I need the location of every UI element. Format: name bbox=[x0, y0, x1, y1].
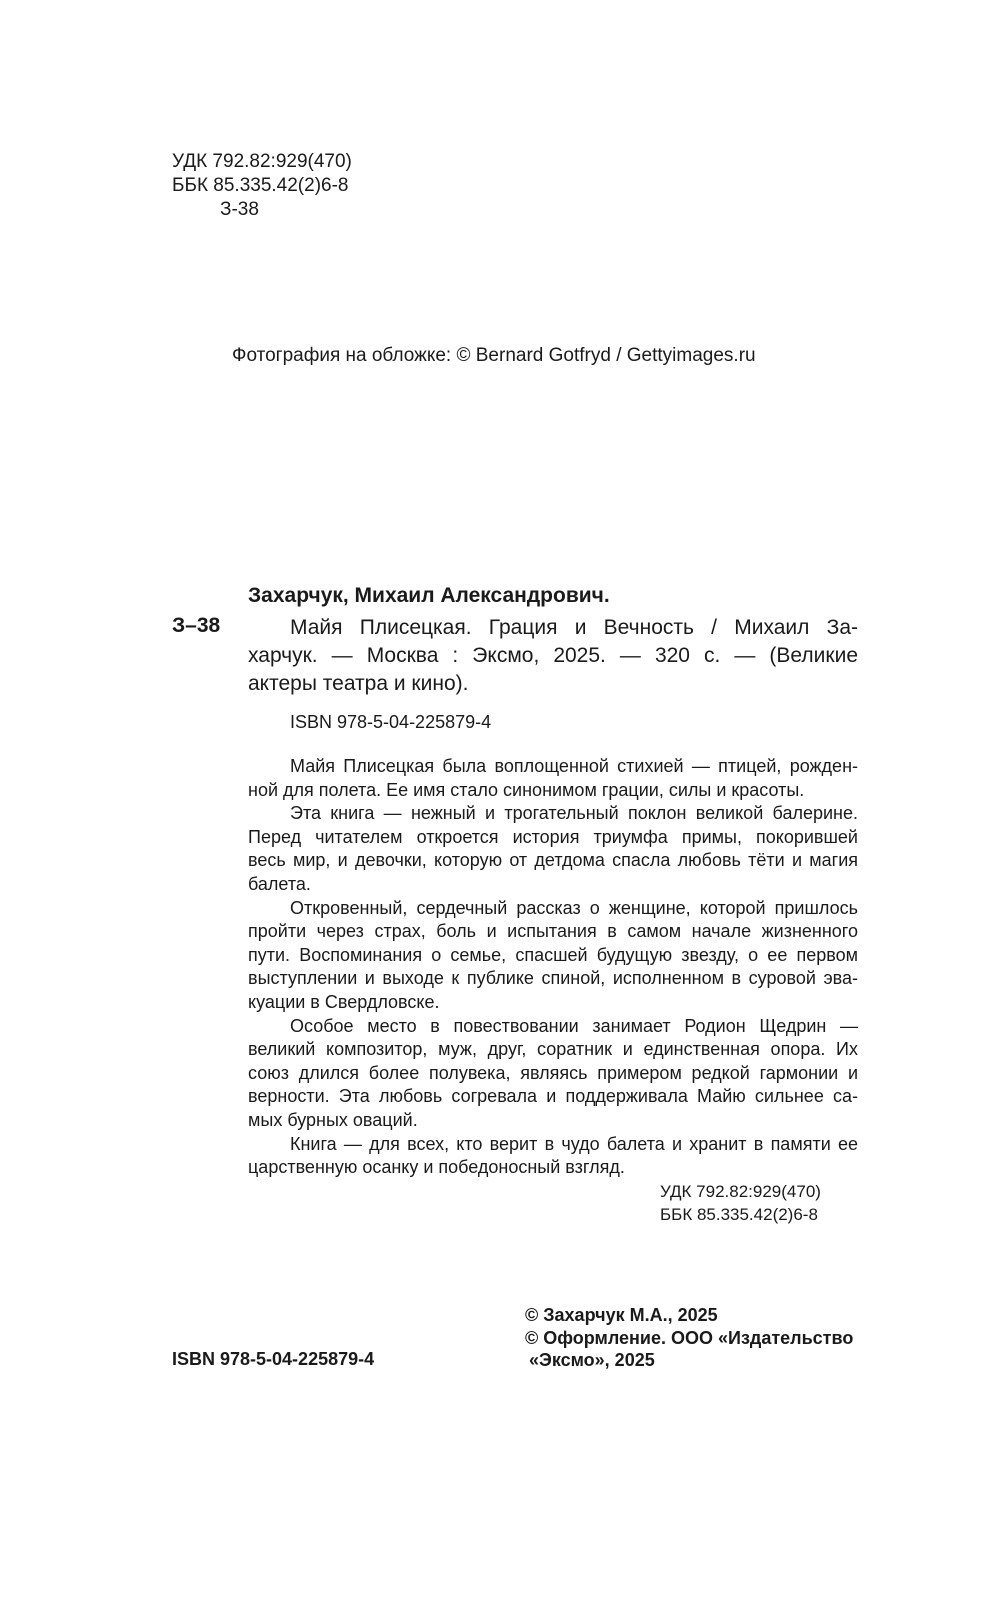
abstract-line: Перед читателем откроется история триумфа примы, покорившей bbox=[248, 826, 858, 847]
copyright-line: © Захарчук М.А., 2025 bbox=[525, 1305, 718, 1325]
abstract-line: Эта книга — нежный и трогательный поклон великой балерине. bbox=[290, 803, 858, 824]
abstract bbox=[248, 755, 858, 1180]
abstract-line: ной для полета. Ее имя стало синонимом грации, силы и красоты. bbox=[248, 779, 805, 800]
author-sign: З-38 bbox=[220, 199, 259, 220]
isbn-inline: ISBN 978-5-04-225879-4 bbox=[290, 712, 492, 732]
bib-line: актеры театра и кино). bbox=[248, 672, 469, 695]
classification-bottom bbox=[660, 1180, 821, 1226]
author-heading: Захарчук, Михаил Александрович. bbox=[248, 584, 610, 607]
copyright-line: © Оформление. ООО «Издательство bbox=[525, 1327, 854, 1348]
bbk-code: ББК 85.335.42(2)6-8 bbox=[660, 1205, 818, 1224]
abstract-line: союз длился более полувека, являясь примером редкой гармонии и bbox=[248, 1062, 858, 1083]
abstract-line: куации в Свердловске. bbox=[248, 991, 440, 1012]
bibliographic-description bbox=[248, 614, 858, 698]
copyright bbox=[525, 1304, 853, 1372]
udk-code: УДК 792.82:929(470) bbox=[660, 1182, 821, 1201]
author-code: З–38 bbox=[172, 614, 221, 637]
bib-line: Майя Плисецкая. Грация и Вечность / Михаил За- bbox=[290, 616, 858, 639]
abstract-line: Книга — для всех, кто верит в чудо балета и хранит в памяти ее bbox=[290, 1133, 858, 1154]
abstract-line: пути. Воспоминания о семье, спасшей будущую звезду, о ее первом bbox=[248, 944, 858, 965]
abstract-line: мых бурных оваций. bbox=[248, 1109, 418, 1130]
abstract-line: выступлении и выходе к публике спиной, исполненном в суровой эва- bbox=[248, 968, 858, 989]
abstract-line: Откровенный, сердечный рассказ о женщине, которой пришлось bbox=[290, 897, 858, 918]
cover-photo-credit: Фотография на обложке: © Bernard Gotfryd / Gettyimages.ru bbox=[232, 345, 756, 366]
bbk-code: ББК 85.335.42(2)6-8 bbox=[172, 175, 349, 196]
abstract-line: верности. Эта любовь согревала и поддерживала Майю сильнее са- bbox=[248, 1086, 858, 1107]
classification-top bbox=[172, 150, 352, 222]
abstract-line: балета. bbox=[248, 873, 311, 894]
abstract-line: Майя Плисецкая была воплощенной стихией — птицей, рожден- bbox=[290, 756, 858, 776]
copyright-line: «Эксмо», 2025 bbox=[529, 1350, 655, 1370]
abstract-line: Особое место в повествовании занимает Родион Щедрин — bbox=[290, 1015, 858, 1036]
abstract-line: великий композитор, муж, друг, соратник и единственная опора. Их bbox=[248, 1039, 858, 1060]
bib-line: харчук. — Москва : Эксмо, 2025. — 320 с. — (Великие bbox=[248, 644, 858, 667]
abstract-line: пройти через страх, боль и испытания в самом начале жизненного bbox=[248, 921, 858, 942]
isbn-bottom: ISBN 978-5-04-225879-4 bbox=[172, 1349, 375, 1369]
abstract-line: царственную осанку и победоносный взгляд. bbox=[248, 1157, 625, 1178]
abstract-line: весь мир, и девочки, которую от детдома спасла любовь тёти и магия bbox=[248, 850, 858, 871]
udk-code: УДК 792.82:929(470) bbox=[172, 151, 352, 172]
